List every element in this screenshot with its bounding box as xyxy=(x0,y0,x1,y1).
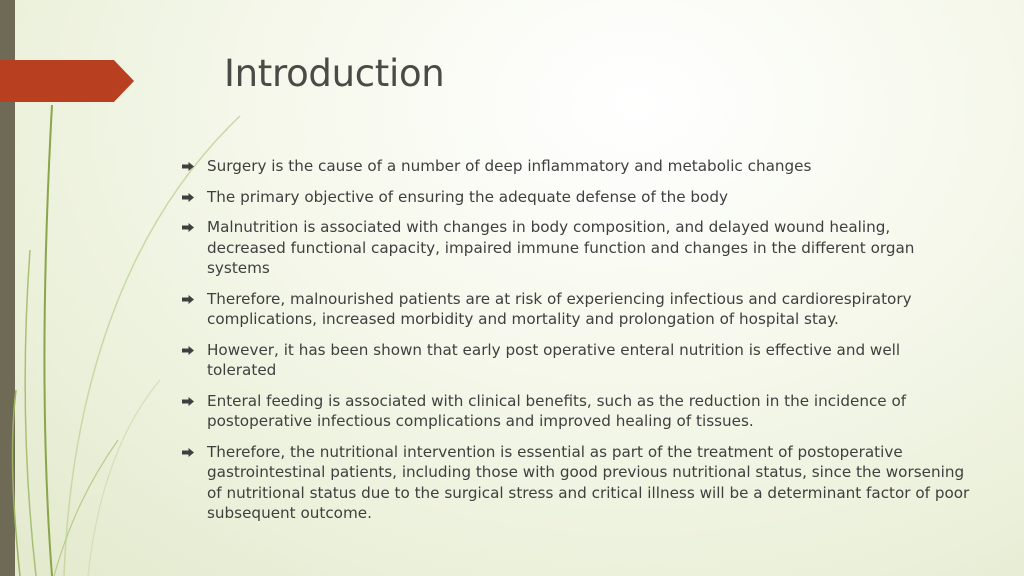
arrow-right-icon xyxy=(182,397,194,406)
bullet-text: The primary objective of ensuring the adequate defense of the body xyxy=(207,187,728,206)
bullet-text: Enteral feeding is associated with clinical benefits, such as the reduction in the incidence of postoperative infectious complications and improved healing of tissues. xyxy=(207,391,907,430)
bullet-item xyxy=(180,217,970,279)
arrow-right-icon xyxy=(182,448,194,457)
arrow-right-icon xyxy=(182,223,194,232)
bullet-text: Surgery is the cause of a number of deep inflammatory and metabolic changes xyxy=(207,157,812,175)
bullet-item xyxy=(180,391,970,432)
slide-title: Introduction xyxy=(224,52,445,95)
bullet-text: Malnutrition is associated with changes in body composition, and delayed wound healing, decreased functional capacity, impaired immune function and changes in the different organ systems xyxy=(207,218,915,277)
bullet-item xyxy=(180,442,970,524)
bullet-text: Therefore, malnourished patients are at risk of experiencing infectious and cardiorespiratory complications, increased morbidity and mortality and prolongation of hospital stay. xyxy=(207,289,912,328)
bullet-item xyxy=(180,340,970,381)
bullet-list xyxy=(180,156,970,534)
bullet-text: Therefore, the nutritional intervention is essential as part of the treatment of postoperative gastrointestinal patients, including those with good previous nutritional status, since the worsening of nutritional status due to the surgical stress and critical illness will be a determinant factor of poor subsequent outcome. xyxy=(207,442,970,522)
arrow-right-icon xyxy=(182,193,194,202)
title-accent-tab xyxy=(0,60,134,102)
arrow-right-icon xyxy=(182,162,194,171)
bullet-item xyxy=(180,156,970,177)
arrow-right-icon xyxy=(182,346,194,355)
arrow-right-icon xyxy=(182,295,194,304)
bullet-item xyxy=(180,187,970,208)
bullet-item xyxy=(180,289,970,330)
bullet-text: However, it has been shown that early post operative enteral nutrition is effective and well tolerated xyxy=(207,340,901,379)
